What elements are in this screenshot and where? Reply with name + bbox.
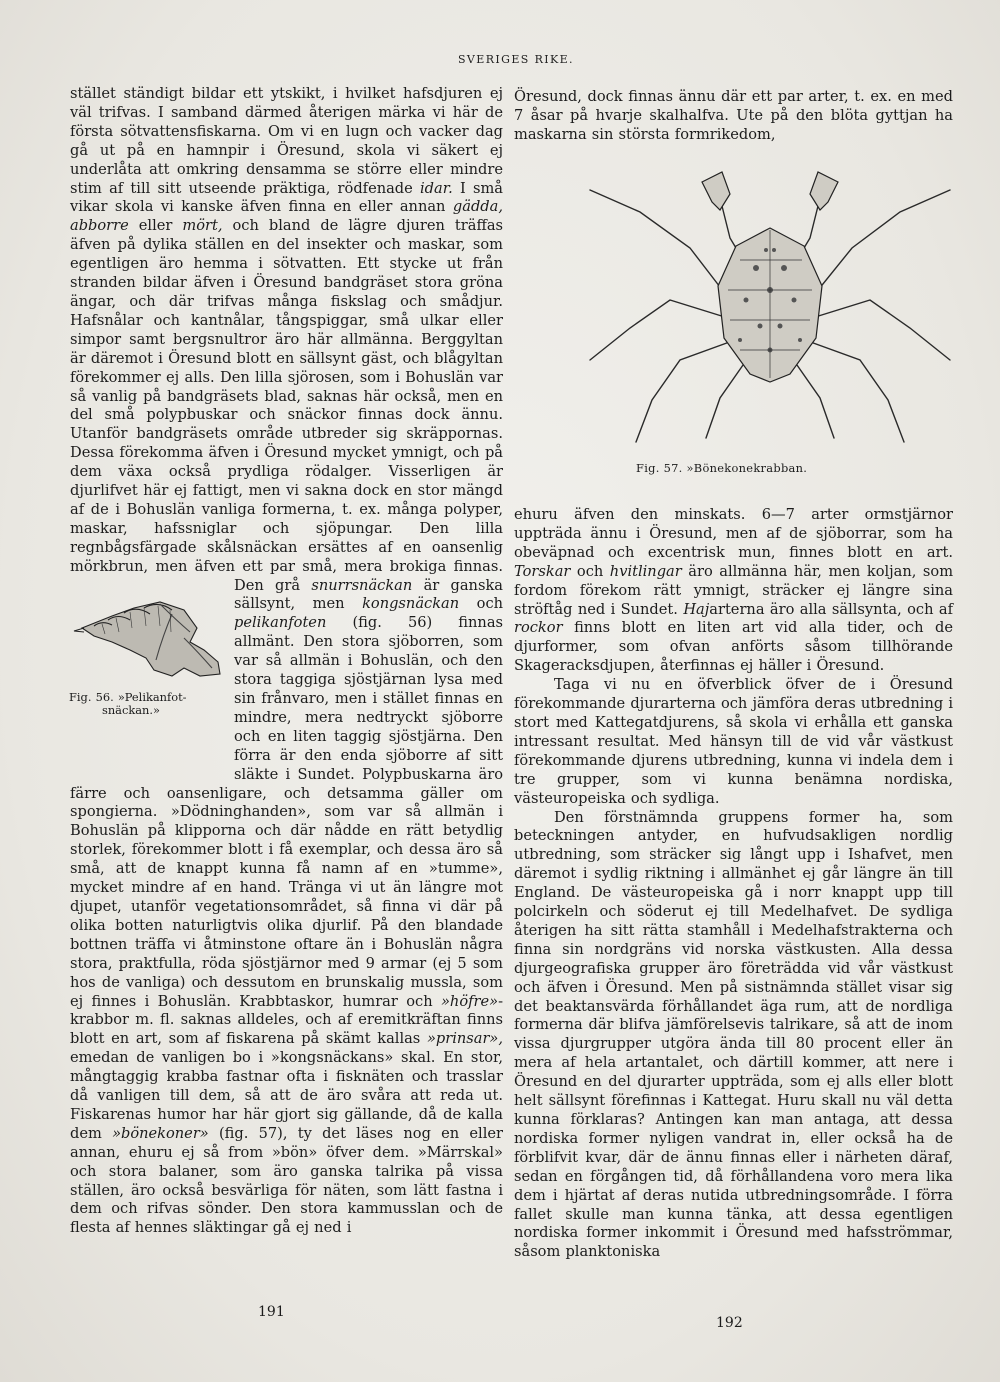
right-top-paragraph: Öresund, dock finnas ännu där ett par arter, t. ex. en med 7 åsar på hvarje skalhalfva. Ute på den blöta gyttjan ha maskarna sin största formrikedom, [514,88,953,143]
left-page-text [70,85,503,1238]
left-paragraph: stället ständigt bildar ett ytskikt, i hvilket hafsdjuren ej väl trifvas. I samband därmed återigen märka vi här de första sötvattensfiskarna. Om vi en lugn och vacker dag gå ut på en hamnpir i Öresund, skola vi säkert ej underlåta att omkring densamma se större eller mindre stim af till sitt utseende präktiga, rödfenade idar. I små vikar skola vi kanske äfven finna en eller annan gädda, abborre eller mört, och bland de lägre djuren träffas äfven på dylika ställen en del insekter och maskar, som egentligen äro hemma i sötvatten. Ett stycke ut från stranden bildar äfven i Öresund bandgräset stora gröna ängar, och där trifvas många fiskslag och smådjur. Hafsnålar och kantnålar, tångspiggar, små ulkar eller simpor samt bergsnultror äro här allmänna. Berggyltan är däremot i Öresund blott en sällsynt gäst, och blågyltan förekommer ej alls. Den lilla sjörosen, som i Bohuslän var så vanlig på bandgräsets blad, saknas här också, men en del små polypbuskar och snäckor finnas dock ännu. Utanför bandgräsets område utbreder sig skräppornas. Dessa förekomma äfven i Öresund mycket ymnigt, och på dem växa också prydliga rödalger. Visserligen är djurlifvet här ej fattigt, men vi sakna dock en stor mängd af de i Bohuslän vanliga formerna, t. ex. många polyper, maskar, hafssniglar och sjöpungar. Den lilla regnbågsfärgade skålsnäckan ersättes af en oansenlig mörkbrun, men äfven ett par små, mera brokiga finnas. Den grå Fig. 56. »Pelikanfot- snäckan.» snurrsnäckan är ganska sällsynt, men kongsnäckan och pelikanfoten (fig. 56) finnas allmänt. Den stora sjöborren, som var så allmän i Bohuslän, och den stora taggiga sjöstjärnan lysa med sin frånvaro, men i stället finnas en mindre, mera nedtryckt sjöborre och en liten taggig sjöstjärna. Den förra är den enda sjöborre af sitt släkte i Sundet. Polypbuskarna äro färre och oansenligare, och detsamma gäller om spongierna. »Dödninghanden», som var så allmän i Bohuslän på klipporna och där nådde en rätt betydlig storlek, förekommer blott i få exemplar, och dessa äro så små, att de knappt kunna få namn af en »tumme», mycket mindre af en hand. Tränga vi ut än längre mot djupet, utanför vegetationsområdet, så finna vi där på olika botten naturligtvis olika djurlif. På den blandade bottnen träffa vi åtminstone oftare än i Bohuslän några stora, praktfulla, röda sjöstjärnor med 9 armar (ej 5 som hos de vanliga) och dessutom en brunskalig mussla, som ej finnes i Bohuslän. Krabbtaskor, humrar och »höfre»-krabbor m. fl. saknas alldeles, och af eremitkräftan finns blott en art, som af fiskarena på skämt kallas »prinsar», emedan de vanligen bo i »kongsnäckans» skal. En stor, mångtaggig krabba fastnar ofta i fisknäten och trasslar då vanligen till dem, så att de äro svåra att reda ut. Fiskarenas humor har här gjort sig gällande, då de kalla dem »bönekoner» (fig. 57), ty det läses nog en eller annan, ehuru ej så from »bön» öfver dem. »Märrskal» och stora balaner, som äro ganska talrika på vissa ställen, äro också besvärliga för näten, som lätt fastna i dem och rifvas sönder. Den stora kammusslan och de flesta af hennes släktingar gå ej ned i [69,85,504,1237]
spider-crab-illustration [570,150,970,465]
pelican-foot-shell-illustration [72,580,232,690]
page-number-left: 191 [258,1304,285,1320]
right-paragraph-1: ehuru äfven den minskats. 6—7 arter ormstjärnor uppträda ännu i Öresund, men af de sjöborrar, som ha obeväpnad och excentrisk mun, finnes blott en art. Torskar och hvitlingar äro allmänna här, men koljan, som fordom förekom rätt ymnigt, sträcker ej längre sina ströftåg ned i Sundet. Hajarterna äro alla sällsynta, och af rockor finns blott en liten art vid alla tider, och de djurformer, som ofvan anförts såsom tillhörande Skageracksdjupen, återfinnas ej häller i Öresund. [514,506,954,675]
right-paragraph-2: Taga vi nu en öfverblick öfver de i Öresund förekommande djurarterna och jämföra deras utbredning i stort med Kattegatdjurens, så skola vi erhålla ett ganska intressant resultat. Med hänsyn till de vid vår västkust förekommande djurens utbredning, kunna vi indela dem i tre grupper, som vi kunna benämna nordiska, västeuropeiska och sydliga. [514,676,953,807]
fig57-figure [570,150,970,465]
right-page-bottom-text [514,506,953,1262]
fig57-caption: Fig. 57. »Bönekonekrabban. [636,461,808,475]
running-head: SVERIGES RIKE. [458,53,574,66]
fig56-caption: Fig. 56. »Pelikanfot- snäckan.» [69,689,187,717]
right-page-top-text [514,88,953,145]
right-paragraph-3: Den förstnämnda gruppens former ha, som beteckningen antyder, en hufvudsakligen nordlig utbredning, som sträcker sig långt upp i Ishafvet, men däremot i sydlig riktning i allmänhet ej går längre än till England. De västeuropeiska gå i norr knappt upp till polcirkeln och söderut ej till Medelhafvet. De sydliga återigen ha sitt rätta stamhåll i Medelhafstrakterna och finna sin nordgräns vid norska västkusten. Alla dessa djurgeografiska grupper äro företrädda vid vår västkust och äfven i Öresund. Men på sistnämnda stället visar sig det beaktansvärda förhållandet äga rum, att de nordliga formerna där blifva jämförelsevis talrikare, så att de inom vissa djurgrupper utgöra ända till 80 procent eller än mera af hela artantalet, och därtill kommer, att nere i Öresund en del djurarter uppträda, som ej alls eller blott helt sällsynt förefinnas i Kattegat. Huru skall nu väl detta kunna förklaras? Antingen kan man antaga, att dessa nordiska former nyligen vandrat in, eller också ha de förblifvit kvar, där de ännu finnas eller i närheten däraf, sedan en förgången tid, då förhållandena voro mera lika dem i hjärtat af deras nutida utbredningsområde. I förra fallet skulle man kunna tänka, att dessa egentligen nordiska former inkommit i Öresund med hafsströmmar, såsom planktoniska [514,808,953,1261]
fig56-figure [70,580,230,778]
page-number-right: 192 [716,1315,743,1331]
